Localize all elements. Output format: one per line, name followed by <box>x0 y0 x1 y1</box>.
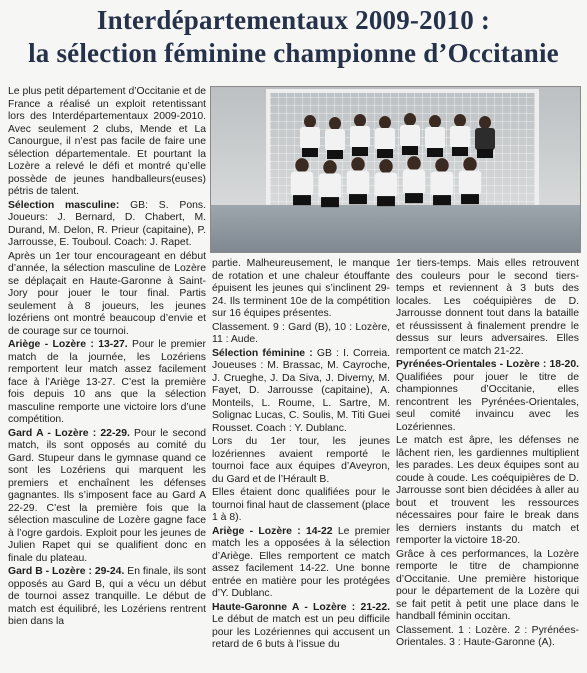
match-heading: Ariège - Lozère : 14-22 <box>212 525 333 537</box>
player-figure <box>374 159 399 213</box>
player-figure <box>424 115 446 163</box>
intro-paragraph: Le plus petit département d’Occitanie et de France a réalisé un exploit retentissant lors des Interdépartementaux 2009-2010. Avec seulement 2 clubs, Mende et La Canourgue, il n’est pas facile de faire une sélection départementale. Et pourtant la Lozère a relevé le défi et montré qu’elle possède de jeunes handballeurs(euses) pétris de talent. <box>8 86 206 197</box>
match-heading: Haute-Garonne A - Lozère : 21-22. <box>212 601 390 613</box>
match-text: Pour le second match, ils sont opposés au comité du Gard. Stupeur dans le gymnase quand ce sont les Lozériens qui marquent les premiers et enchaînent les défenses gagnantes. Ils s’imposent face au Gard A 22-29. C’est la première fois que la sélection masculine de Lozère gagne face à l’ogre gardois. Exploit pour les jeunes de Julien Rapet qui se qualifient donc en finale du plateau. <box>8 427 206 564</box>
column-1 <box>8 86 206 629</box>
match-report <box>8 428 206 566</box>
fem-lineup <box>212 348 390 436</box>
match-heading: Pyrénées-Orientales - Lozère : 18-20. <box>396 359 579 370</box>
match-text: Le début de match est un peu difficile pour les Lozériennes qui accusent un retard de 6 buts à l’issue du <box>212 614 390 650</box>
fem-tour-paragraph: Lors du 1er tour, les jeunes lozériennes avaient remporté le tournoi face aux équipes d’Aveyron, du Gard et de l’Hérault B. <box>212 436 390 485</box>
match-text: Le premier match les a opposées à la sélection d’Ariège. Elles remportent ce match assez facilement 14-22. Une bonne entrée en matière pour les protégées d’Y. Dublanc. <box>212 525 390 599</box>
match-heading: Gard B - Lozère : 29-24. <box>8 566 125 577</box>
player-figure <box>299 115 321 163</box>
masc-lineup <box>8 200 206 250</box>
match-heading: Gard A - Lozère : 22-29. <box>8 427 130 439</box>
player-figure <box>430 158 455 212</box>
team-photo <box>210 86 581 253</box>
player-figure <box>399 113 421 161</box>
player-figure <box>374 116 396 164</box>
continuation-paragraph: partie. Malheureusement, le manque de rotation et une chaleur étouffante épuisent les jeunes qui s’inclinent 29-24. Ils terminent 10e de la compétition sur 16 équipes présentes. <box>212 258 390 319</box>
masc-tour-paragraph: Après un 1er tour encourageant en début d’année, la sélection masculine de Lozère se déplaçait en Haute-Garonne à Saint-Jory pour jouer le tour final. Partis seulement à 8 joueurs, les jeunes lozériens ont montré beaucoup d’envie et de courage sur ce tournoi. <box>8 250 206 337</box>
match-text: Qualifiées pour jouer le titre de championnes d’Occitanie, elles rencontrent les Pyrénées-Orientales, seul comité invaincu avec les Lozériennes. <box>396 371 579 433</box>
match-text: En finale, ils sont opposés au Gard B, qui a vécu un début de tournoi assez tranquille. Le début de match est équilibré, les Lozériens rentrent bien dans la <box>8 566 206 627</box>
continuation-paragraph: 1er tiers-temps. Mais elles retrouvent des couleurs pour le second tiers-temps et reviennent à 3 buts des locales. Les coéquipières de D. Jarrousse donnent tout dans la bataille et réussissent à finalement prendre le dessus sur leurs adversaires. Elles remportent ce match 21-22. <box>396 258 579 357</box>
player-figure <box>449 114 471 162</box>
match-heading: Ariège - Lozère : 13-27. <box>8 339 128 350</box>
masc-heading: Sélection masculine: <box>8 199 120 211</box>
player-figure <box>458 157 483 211</box>
fem-text: GB : I. Correia. Joueuses : M. Brassac, M. Cayroche, J. Crueghe, J. Da Siva, J. Diverny, M. Fayet, D. Jarrousse (capitaine), A. Monteils, L. Roume, L. Sartre, M. Solignac Lucas, C. Soulis, M. Titi Guei Rousset. Coach : Y. Dublanc. <box>212 347 390 434</box>
player-figure <box>290 158 315 212</box>
match-text: Pour le premier match de la journée, les Lozériens remportent leur match assez facilement face à l’Ariège 13-27. C’est la première fois depuis 10 ans que la sélection masculine remporte une victoire lors d’une compétition. <box>8 339 206 425</box>
masc-text: GB: S. Pons. Joueurs: J. Bernard, D. Chabert, M. Durand, M. Delon, R. Prieur (capitaine), P. Jarrousse, E. Touboul. Coach: J. Rapet. <box>8 199 206 248</box>
match-report <box>396 359 579 434</box>
column-2 <box>212 258 390 652</box>
headline <box>0 4 587 70</box>
column-3 <box>396 258 579 650</box>
match-report <box>212 526 390 601</box>
match-report <box>8 339 206 427</box>
headline-line-1: Interdépartementaux 2009-2010 : <box>96 5 491 35</box>
classement-masc: Classement. 9 : Gard (B), 10 : Lozère, 11 : Aude. <box>212 321 390 345</box>
fem-qualif-paragraph: Elles étaient donc qualifiées pour le tournoi final haut de classement (place 1 à 8). <box>212 487 390 523</box>
fem-heading: Sélection féminine : <box>212 347 313 359</box>
player-figure <box>402 156 427 210</box>
classement-fem: Classement. 1 : Lozère. 2 : Pyrénées-Orientales. 3 : Haute-Garonne (A). <box>396 624 579 648</box>
player-figure <box>349 114 371 162</box>
conclusion-paragraph: Grâce à ces performances, la Lozère remporte le titre de championne d’Occitanie. Une première historique pour le département de la Lozère qui se fait petit à petit une place dans le handball féminin occitan. <box>396 548 579 622</box>
player-figure <box>324 117 346 165</box>
player-figure <box>346 157 371 211</box>
player-figure <box>318 160 343 214</box>
match-paragraph: Le match est âpre, les défenses ne lâchent rien, les gardiennes multiplient les parades. Les deux équipes sont au coude à coude. Les coéquipières de D. Jarrousse sont bien décidées à aller au bout et trouvent les ressources nécessaires pour faire le break dans les derniers instants du match et remporter la victoire 18-20. <box>396 435 579 546</box>
match-report <box>212 602 390 652</box>
match-report <box>8 566 206 629</box>
headline-line-2: la sélection féminine championne d’Occitanie <box>28 38 559 68</box>
